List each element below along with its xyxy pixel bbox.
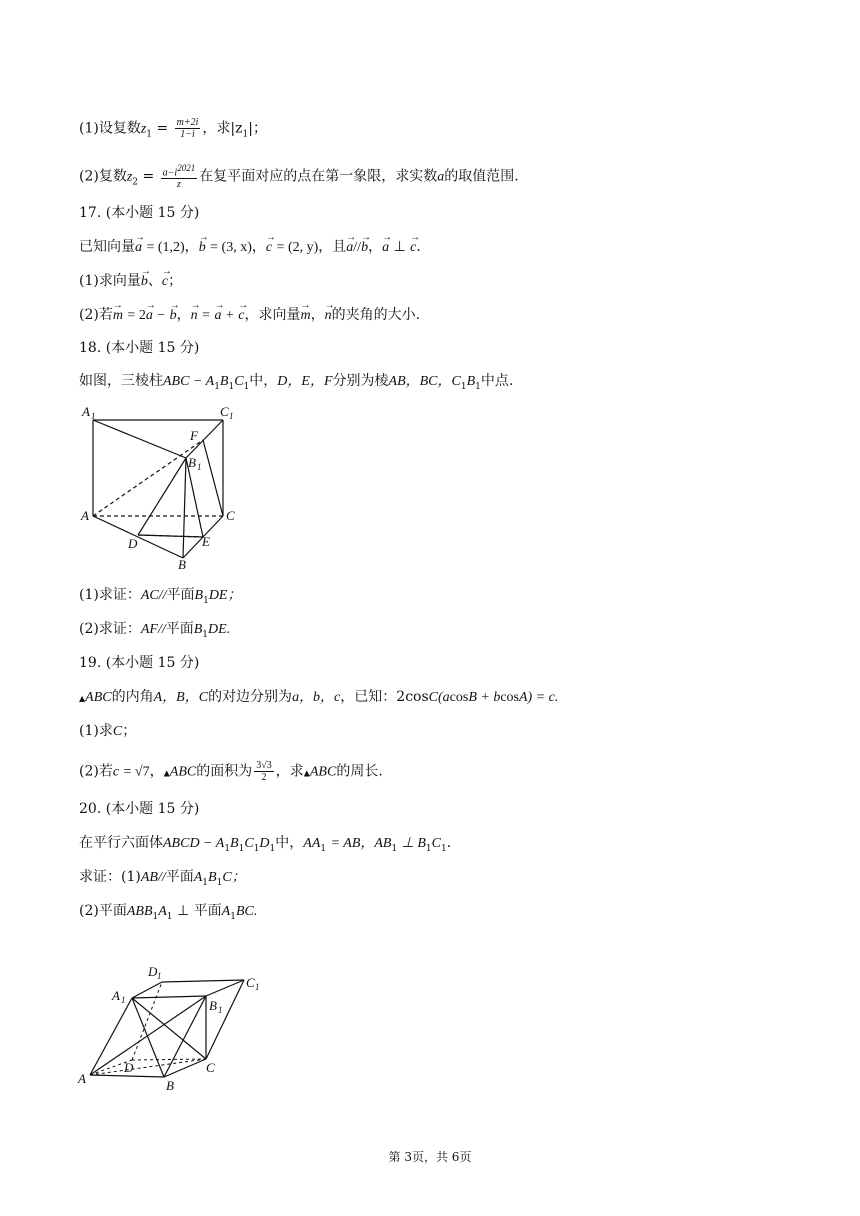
q17-stem: 已知向量→ a = (1,2)，→ b = (3, x)，→ c = (2, y)，且→ a//→ b，→ a ⊥ → c. bbox=[79, 237, 421, 258]
label-F: F bbox=[190, 428, 198, 443]
label-B1: B bbox=[209, 998, 217, 1013]
label-D: D bbox=[128, 536, 138, 551]
label-E: E bbox=[202, 534, 210, 549]
page-footer: 第 3页，共 6页 bbox=[388, 1150, 472, 1164]
q16-part2: (2)复数$z_2$ = $\frac{a-i^{2021}}{z}$ 在复平面对应的点在第一象限，求实数a的取值范围. bbox=[79, 163, 519, 191]
label-C: C bbox=[206, 1060, 215, 1075]
label-A1: A bbox=[112, 988, 120, 1003]
label-B1: B bbox=[188, 455, 196, 470]
label-C1: C bbox=[220, 404, 229, 419]
q17-part1: (1)求向量→ b、→ c； bbox=[79, 271, 182, 292]
q17-header: 17. (本小题 15 分) bbox=[79, 205, 200, 221]
q19-stem: ▲ABC的内角A，B，C的对边分别为a，b，c，已知：2cosC(acosB + bcosA) = c. bbox=[79, 689, 559, 705]
q20-stem: 在平行六面体ABCD − $A_1B_1C_1D_1$中，$AA_1$ = AB，$AB_1$ ⊥ $B_1C_1$. bbox=[79, 835, 452, 854]
label-B: B bbox=[166, 1078, 174, 1093]
q20-header: 20. (本小题 15 分) bbox=[79, 801, 200, 817]
label-C1: C bbox=[246, 975, 255, 990]
q18-part1: (1)求证：AC//平面$B_1DE$； bbox=[79, 587, 242, 606]
label-B: B bbox=[178, 557, 186, 570]
svg-text:1: 1 bbox=[157, 971, 162, 981]
q16-fraction-2: $\frac{a-i^{2021}}{z}$ bbox=[162, 163, 196, 191]
q17-part2: (2)若→ m = 2→ a − → b，→ n = → a + → c，求向量→ m，→ n的夹角的大小. bbox=[79, 305, 420, 326]
q18-header: 18. (本小题 15 分) bbox=[79, 340, 200, 356]
q20-part1: 求证：(1)AB//平面$A_1B_1C$； bbox=[79, 869, 246, 888]
q19-header: 19. (本小题 15 分) bbox=[79, 655, 200, 671]
q19-area-fraction: $\frac{3√3}{2}$ bbox=[256, 760, 272, 783]
svg-text:1: 1 bbox=[218, 1005, 223, 1015]
label-D: D bbox=[124, 1060, 134, 1075]
q16-part1: (1)设复数$z_1$ = $\frac{m+2i}{1-i}$ ，求$|z_1|$； bbox=[79, 117, 267, 140]
parallelepiped-figure bbox=[76, 960, 276, 1095]
label-A: A bbox=[78, 1071, 86, 1086]
svg-text:1: 1 bbox=[121, 995, 126, 1005]
label-A: A bbox=[81, 508, 89, 523]
q19-part2: (2)若c = √7，▲ABC的面积为 $\frac{3√3}{2}$ ，求▲ABC的周长. bbox=[79, 760, 383, 783]
q20-part2: (2)平面$ABB_1A_1$ ⊥ 平面$A_1BC$. bbox=[79, 903, 258, 922]
q18-stem: 如图，三棱柱ABC − $A_1B_1C_1$中，D，E，F分别为棱AB，BC，$C_1B_1$中点. bbox=[79, 373, 514, 392]
q18-part2: (2)求证：AF//平面$B_1DE$. bbox=[79, 621, 231, 640]
label-D1: D bbox=[148, 964, 158, 979]
label-C: C bbox=[226, 508, 235, 523]
svg-text:1: 1 bbox=[229, 411, 234, 421]
q16-p1-post: ，求|z bbox=[202, 120, 243, 137]
q16-fraction-1: $\frac{m+2i}{1-i}$ bbox=[176, 117, 199, 140]
svg-text:1: 1 bbox=[91, 411, 96, 421]
svg-text:1: 1 bbox=[255, 982, 260, 992]
svg-text:1: 1 bbox=[197, 462, 202, 472]
label-A1: A bbox=[82, 404, 90, 419]
triangular-prism-figure bbox=[78, 398, 248, 570]
q16-p1-prefix: (1)设复数 bbox=[79, 120, 141, 137]
q19-part1: (1)求C； bbox=[79, 723, 137, 739]
